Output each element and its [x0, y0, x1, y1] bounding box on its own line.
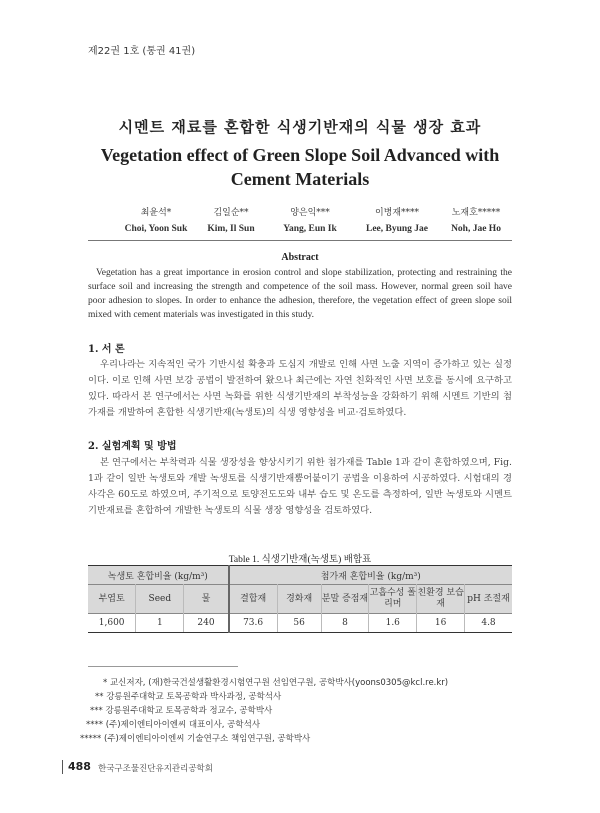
author-name-english: Choi, Yoon Suk — [124, 224, 188, 234]
table-cell: 4.8 — [465, 614, 512, 633]
page-number: 488 — [68, 760, 91, 773]
table-row — [88, 614, 512, 633]
table-column-header: 친환경 보습재 — [417, 585, 465, 614]
table-caption: Table 1. 식생기반재(녹생토) 배합표 — [228, 555, 372, 565]
author-name-korean: 노재호***** — [451, 208, 501, 218]
author-5 — [416, 205, 536, 234]
table-cell: 240 — [184, 614, 229, 633]
author-name-english: Kim, Il Sun — [207, 224, 255, 234]
author-name-english: Lee, Byung Jae — [365, 224, 428, 234]
table-group-header: 녹생토 혼합비율 (kg/m³) — [88, 566, 229, 585]
table-column-header: 고흡수성 폴리머 — [369, 585, 417, 614]
author-name-korean: 양은익*** — [290, 208, 330, 218]
table-column-header-row — [88, 585, 512, 614]
author-name-english: Yang, Eun Ik — [283, 224, 337, 234]
abstract-body: Vegetation has a great importance in erosion control and slope stabilization, protecting and restraining the surface soil and increasing the strength and competence of the soil mass. However, normal green soil have poor adhesion to slopes. In order to enhance the adhesion, therefore, the vegetation effect of green slope soil mixed with cement materials was investigated in this study. — [88, 268, 512, 320]
table-cell: 1 — [136, 614, 184, 633]
table-column-header: 분말 증점재 — [321, 585, 369, 614]
korean-title: 시멘트 재료를 혼합한 식생기반재의 식물 생장 효과 — [118, 118, 482, 136]
table-cell: 1.6 — [369, 614, 417, 633]
english-title: Vegetation effect of Green Slope Soil Advanced with Cement Materials — [100, 145, 500, 189]
author-name-korean: 김일순** — [213, 208, 249, 218]
table-column-header: pH 조절재 — [465, 585, 512, 614]
author-name-english: Noh, Jae Ho — [451, 224, 501, 234]
journal-issue-label: 제22권 1호 (통권 41권) — [88, 46, 196, 57]
author-name-korean: 최윤석* — [140, 208, 172, 218]
table-cell: 8 — [321, 614, 369, 633]
table-cell: 1,600 — [88, 614, 136, 633]
table-column-header: 경화재 — [277, 585, 321, 614]
section-heading-introduction: 1. 서 론 — [88, 344, 125, 355]
section-body-introduction: 우리나라는 지속적인 국가 기반시설 확충과 도심지 개발로 인해 사면 노출 지역이 증가하고 있는 실정이다. 이로 인해 사면 보강 공법이 발전하여 왔으나 최근에는 자연 친화적인 사면 보호를 동시에 요구하고 있다. 따라서 본 연구에서는 사면 녹화를 위한 식생기반재의 부착성능을 강화하기 위해 시멘트 기반의 첨가재를 개발하여 혼합한 식생기반재(녹생토)의 식생 영향성을 비교·검토하였다. — [88, 359, 512, 418]
section-body-methods: 본 연구에서는 부착력과 식물 생장성을 향상시키기 위한 첨가재를 Table 1과 같이 혼합하였으며, Fig. 1과 같이 일반 녹생토와 개발 녹생토를 식생기반재뿜어붙이기 공법을 이용하여 시공하였다. 시험대의 경사각은 60도로 하였으며, 주기적으로 토양전도도와 내부 습도 및 온도를 측정하여, 일반 녹생토와 시멘트 기반재료를 혼합하여 개발한 녹생토의 식물 생장 영향성을 검토하였다. — [88, 457, 512, 516]
footnote: ***** (주)제이엔티아이엔씨 기술연구소 책임연구원, 공학박사 — [80, 734, 311, 744]
footnote: **** (주)제이엔티아이엔씨 대표이사, 공학석사 — [86, 720, 261, 730]
footnote: * 교신저자, (재)한국건설생활환경시험연구원 선임연구원, 공학박사(yoons0305@kcl.re.kr) — [103, 678, 449, 688]
divider — [88, 240, 512, 241]
table-cell: 16 — [417, 614, 465, 633]
table-column-header: 결합재 — [229, 585, 278, 614]
footnote: *** 강릉원주대학교 토목공학과 정교수, 공학박사 — [90, 706, 273, 716]
table-column-header: Seed — [136, 585, 184, 614]
table-cell: 73.6 — [229, 614, 278, 633]
journal-name: 한국구조물진단유지관리공학회 — [98, 764, 213, 774]
section-heading-methods: 2. 실험계획 및 방법 — [88, 441, 177, 452]
table-group-header-row — [88, 566, 512, 585]
table-column-header: 물 — [184, 585, 229, 614]
table-group-header: 첨가재 혼합비율 (kg/m³) — [229, 566, 512, 585]
footnote: ** 강릉원주대학교 토목공학과 박사과정, 공학석사 — [95, 692, 282, 702]
page-marker-bar — [62, 760, 63, 774]
mix-proportion-table — [88, 565, 512, 633]
table-column-header: 부엽토 — [88, 585, 136, 614]
footnote-divider — [88, 666, 238, 667]
abstract-heading: Abstract — [281, 252, 319, 263]
table-cell: 56 — [277, 614, 321, 633]
author-name-korean: 이병재**** — [374, 208, 420, 218]
